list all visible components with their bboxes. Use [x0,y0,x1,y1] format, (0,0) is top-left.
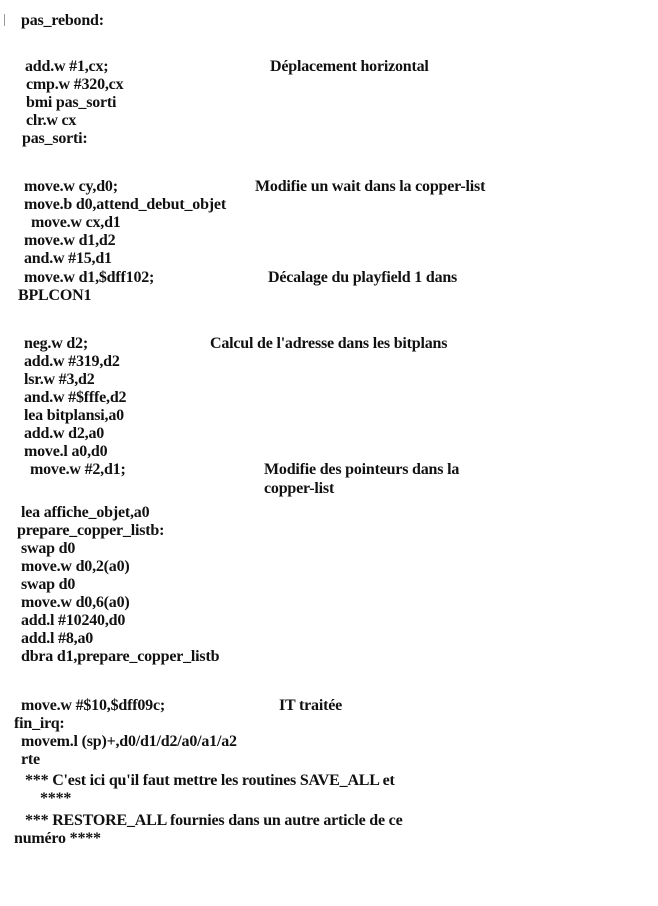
code-comment: Déplacement horizontal [270,58,429,75]
code-line: add.w #319,d2 [24,353,120,370]
code-line: pas_sorti: [22,130,88,147]
code-line: swap d0 [21,576,76,593]
code-line: numéro **** [14,830,101,847]
code-line: lea bitplansi,a0 [24,407,124,424]
code-line: prepare_copper_listb: [17,522,165,539]
code-line: move.l a0,d0 [24,443,108,460]
code-comment: IT traitée [279,697,343,714]
code-line: move.w d0,6(a0) [21,594,130,611]
code-line: fin_irq: [14,715,65,732]
code-line: BPLCON1 [18,287,92,304]
code-line: pas_rebond: [21,12,104,29]
code-comment: Modifie des pointeurs dans la [264,461,460,478]
code-line: add.w #1,cx; [25,58,109,75]
code-line: swap d0 [21,540,76,557]
code-line: and.w #15,d1 [24,250,112,267]
code-line: move.w d1,$dff102; [24,269,155,286]
code-line: move.w d0,2(a0) [21,558,130,575]
code-line: rte [21,751,40,768]
code-comment: copper-list [264,480,335,497]
code-line: *** C'est ici qu'il faut mettre les routines SAVE_ALL et [25,772,395,789]
code-line: and.w #$fffe,d2 [24,389,127,406]
code-line: move.w cx,d1 [31,214,121,231]
code-line: movem.l (sp)+,d0/d1/d2/a0/a1/a2 [21,733,237,750]
code-line: move.w #2,d1; [30,461,126,478]
code-line: lea affiche_objet,a0 [21,504,150,521]
margin-mark [4,14,5,26]
code-line: *** RESTORE_ALL fournies dans un autre article de ce [25,812,403,829]
code-line: clr.w cx [26,112,77,129]
code-line: bmi pas_sorti [26,94,117,111]
code-line: move.w d1,d2 [24,232,116,249]
code-line: lsr.w #3,d2 [24,371,95,388]
code-line: move.w cy,d0; [24,178,118,195]
code-comment: Décalage du playfield 1 dans [268,269,458,286]
code-line: dbra d1,prepare_copper_listb [21,648,220,665]
code-comment: Modifie un wait dans la copper-list [255,178,486,195]
code-line: add.w d2,a0 [24,425,105,442]
code-line: cmp.w #320,cx [26,76,124,93]
code-line: move.w #$10,$dff09c; [21,697,165,714]
code-line: add.l #10240,d0 [21,612,126,629]
code-line: neg.w d2; [24,335,88,352]
code-comment: Calcul de l'adresse dans les bitplans [210,335,448,352]
code-line: move.b d0,attend_debut_objet [24,196,226,213]
code-line: add.l #8,a0 [21,630,94,647]
code-line: **** [40,790,72,807]
